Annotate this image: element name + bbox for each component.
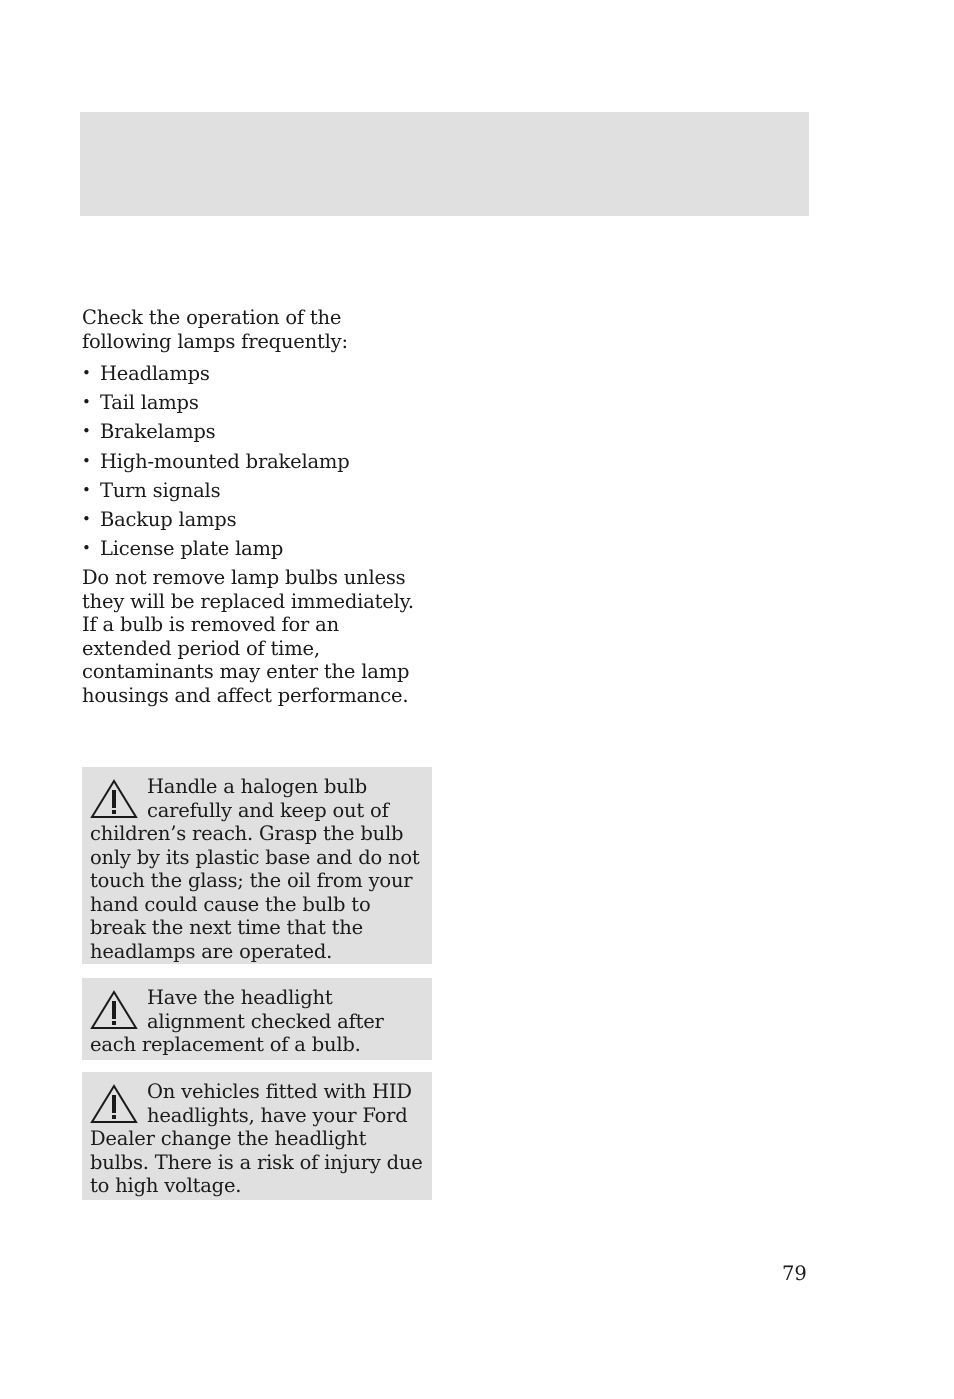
list-item: • Brakelamps	[82, 417, 434, 446]
warning-text: On vehicles fitted with HID headlights, have your Ford Dealer change the headlight bulbs. There is a risk of injury due to high voltage.	[90, 1080, 423, 1197]
main-column	[82, 306, 434, 707]
bullet-icon: •	[82, 364, 91, 382]
intro-paragraph: Check the operation of the following lamps frequently:	[82, 306, 348, 353]
warning-box-halogen	[82, 767, 432, 964]
list-item: • Tail lamps	[82, 388, 434, 417]
warning-triangle-icon	[90, 1084, 138, 1124]
page-number: 79	[782, 1262, 807, 1285]
warning-text: Have the headlight alignment checked after each replacement of a bulb.	[90, 986, 384, 1056]
bullet-icon: •	[82, 451, 91, 470]
list-item: • Turn signals	[82, 476, 434, 505]
list-item: • Headlamps	[82, 359, 434, 388]
list-item: • License plate lamp	[82, 534, 434, 563]
lamp-list	[82, 359, 434, 563]
header-band	[80, 112, 809, 216]
warning-text: Handle a halogen bulb carefully and keep out of children’s reach. Grasp the bulb only by its plastic base and do not touch the glass; the oil from your hand could cause the bulb to break the next time that the headlamps are operated.	[90, 775, 420, 963]
warning-box-hid	[82, 1072, 432, 1200]
bullet-icon: •	[82, 393, 91, 412]
bullet-icon: •	[82, 539, 91, 558]
list-item: • Backup lamps	[82, 505, 434, 534]
list-item: • High-mounted brakelamp	[82, 447, 434, 476]
warning-box-alignment	[82, 978, 432, 1060]
bullet-icon: •	[82, 422, 91, 441]
warning-triangle-icon	[90, 990, 138, 1030]
warning-triangle-icon	[90, 779, 138, 819]
bulb-removal-notice: Do not remove lamp bulbs unless they will be replaced immediately. If a bulb is removed for an extended period of time, contaminants may enter the lamp housings and affect performance.	[82, 566, 414, 707]
bullet-icon: •	[82, 509, 91, 528]
bullet-icon: •	[82, 480, 91, 499]
